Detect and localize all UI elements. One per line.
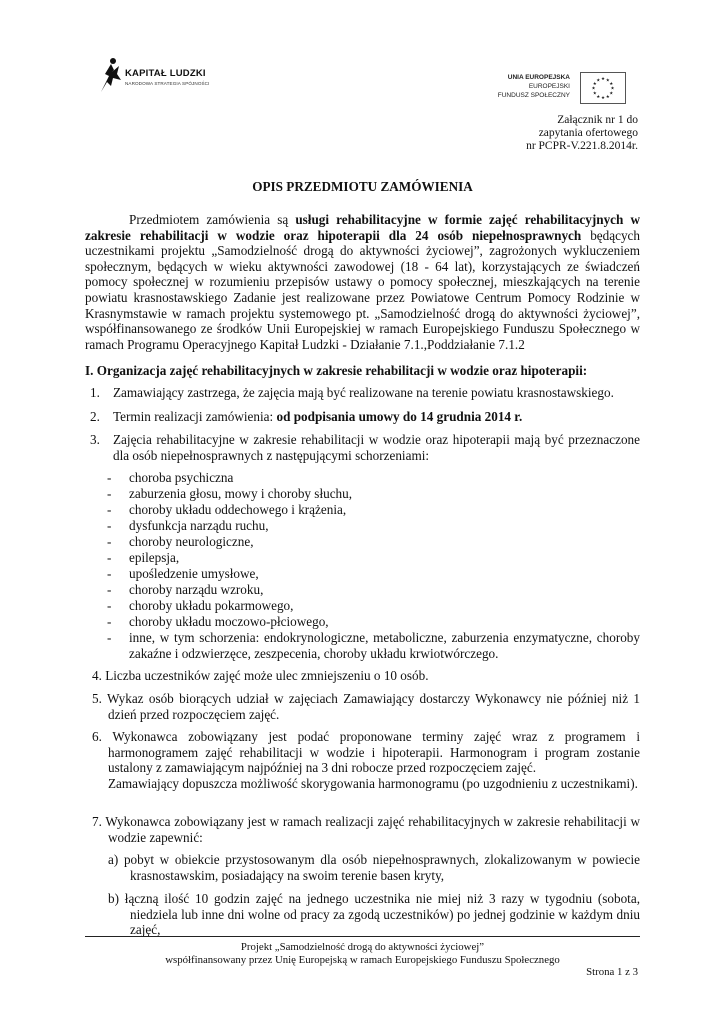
- list-item-4: 4. Liczba uczestników zajęć może ulec zmniejszeniu o 10 osób.: [92, 668, 429, 683]
- eu-flag-star-icon: ★: [605, 77, 610, 83]
- disease-text: choroby neurologiczne,: [129, 534, 254, 549]
- list-item-7b: b) łączną ilość 10 godzin zajęć na jednego uczestnika nie miej niż 3 razy w tygodniu (sobota, niedziela lub inne dni wolne od pracy za zgodą uczestników) po jednej godzinie w każdym dniu zajęć,: [108, 891, 640, 938]
- eu-flag-star-icon: ★: [592, 80, 597, 86]
- intro-paragraph: [85, 212, 640, 352]
- footer: [0, 941, 725, 967]
- disease-text: inne, w tym schorzenia: endokrynologiczne, metaboliczne, zaburzenia enzymatyczne, choroby zakaźne i odzwierzęce, zeszpecenia, choroby układu krwiotwórczego.: [129, 630, 640, 661]
- eu-flag-star-icon: ★: [609, 90, 614, 96]
- disease-text: epilepsja,: [129, 550, 180, 565]
- document-title: OPIS PRZEDMIOTU ZAMÓWIENIA: [252, 179, 473, 194]
- dash-bullet: -: [107, 550, 112, 565]
- list-item-7: 7. Wykonawca zobowiązany jest w ramach realizacji zajęć rehabilitacyjnych w zakresie rehabilitacji w wodzie zapewnić:: [92, 814, 640, 845]
- disease-text: choroby układu pokarmowego,: [129, 598, 294, 613]
- item-text: [113, 409, 640, 425]
- disease-item: [107, 566, 640, 582]
- eu-flag-star-icon: ★: [605, 93, 610, 99]
- disease-item: [107, 598, 640, 614]
- disease-text: choroby układu oddechowego i krążenia,: [129, 502, 347, 517]
- disease-item: [107, 550, 640, 566]
- item-text-bold: od podpisania umowy do 14 grudnia 2014 r.: [276, 409, 523, 424]
- disease-item: [107, 502, 640, 518]
- list-item: [85, 432, 640, 463]
- attachment-line3: nr PCPR-V.221.8.2014r.: [526, 140, 638, 153]
- eu-flag-star-icon: ★: [609, 80, 614, 86]
- list-item-7a: a) pobyt w obiekcie przystosowanym dla osób niepełnosprawnych, zlokalizowanym w powiecie krasnostawskim, posiadający na swoim terenie basen kryty,: [108, 852, 640, 883]
- eu-flag-star-icon: ★: [591, 85, 596, 91]
- dash-bullet: -: [107, 518, 112, 533]
- dash-bullet: -: [107, 630, 112, 645]
- eu-flag-star-icon: ★: [596, 93, 601, 99]
- disease-text: zaburzenia głosu, mowy i choroby słuchu,: [129, 486, 353, 501]
- eu-logo-line2: EUROPEJSKI: [528, 83, 570, 90]
- kapital-ludzki-subtitle: NARODOWA STRATEGIA SPÓJNOŚCI: [125, 81, 210, 86]
- kapital-ludzki-figure-icon: [99, 58, 123, 92]
- eu-flag-star-icon: ★: [610, 85, 615, 91]
- dash-bullet: -: [107, 598, 112, 613]
- disease-item: [107, 486, 640, 502]
- kapital-ludzki-title: KAPITAŁ LUDZKI: [125, 68, 206, 79]
- item-number: 3.: [90, 432, 100, 447]
- item-number: 2.: [90, 409, 100, 424]
- disease-item: [107, 470, 640, 486]
- intro-text-1: Przedmiotem zamówienia są: [129, 212, 296, 227]
- eu-logo-line1: UNIA EUROPEJSKA: [507, 74, 570, 81]
- attachment-line2: zapytania ofertowego: [538, 127, 638, 140]
- eu-flag-star-icon: ★: [600, 95, 606, 101]
- eu-logo-line3: FUNDUSZ SPOŁECZNY: [497, 92, 570, 99]
- disease-item: [107, 582, 640, 598]
- section-heading: I. Organizacja zajęć rehabilitacyjnych w zakresie rehabilitacji w wodzie oraz hipoterapii:: [85, 363, 588, 378]
- eu-logo-text: [498, 73, 570, 100]
- eu-flag-star-icon: ★: [600, 76, 606, 82]
- list-item-5: 5. Wykaz osób biorących udział w zajęciach Zamawiający dostarczy Wykonawcy nie później niż 1 dzień przed rozpoczęciem zajęć.: [92, 691, 640, 722]
- list-item-6: 6. Wykonawca zobowiązany jest podać proponowane terminy zajęć wraz z programem i harmonogramem zajęć rehabilitacji w wodzie i hipoterapii. Harmonogram i program zostanie ustalony z zamawiającym najpóźniej na 3 dni robocze przed rozpoczęciem zajęć.: [92, 729, 640, 776]
- dash-bullet: -: [107, 470, 112, 485]
- disease-text: dysfunkcja narządu ruchu,: [129, 518, 269, 533]
- item-text: Zajęcia rehabilitacyjne w zakresie rehabilitacji w wodzie oraz hipoterapii mają być przeznaczone dla osób niepełnosprawnych z następującymi schorzeniami:: [113, 432, 640, 463]
- eu-flag-icon: [580, 72, 626, 104]
- dash-bullet: -: [107, 582, 112, 597]
- list-item: [85, 385, 640, 401]
- footer-line1: Projekt „Samodzielność drogą do aktywności życiowej”: [240, 941, 485, 953]
- item-text-plain: Termin realizacji zamówienia:: [113, 409, 277, 424]
- list-item: [85, 409, 640, 425]
- list-item-6-note: Zamawiający dopuszcza możliwość skorygowania harmonogramu (po uzgodnieniu z uczestnikami).: [108, 776, 638, 791]
- item-text: Zamawiający zastrzega, że zajęcia mają być realizowane na terenie powiatu krasnostawskiego.: [113, 385, 614, 400]
- dash-bullet: -: [107, 566, 112, 581]
- kapital-ludzki-logo: [99, 58, 209, 98]
- disease-item: [107, 518, 640, 534]
- disease-text: choroby narządu wzroku,: [129, 582, 264, 597]
- dash-bullet: -: [107, 486, 112, 501]
- dash-bullet: -: [107, 614, 112, 629]
- item-number: 1.: [90, 385, 100, 400]
- disease-item: [107, 630, 640, 661]
- disease-text: choroby układu moczowo-płciowego,: [129, 614, 329, 629]
- intro-bold: usługi rehabilitacyjne w formie zajęć rehabilitacyjnych w zakresie rehabilitacji w wodzie oraz hipoterapii dla 24 osób niepełnosprawnych: [85, 212, 640, 243]
- attachment-line1: Załącznik nr 1 do: [557, 114, 638, 126]
- footer-divider: [85, 936, 640, 937]
- disease-item: [107, 534, 640, 550]
- page-number: Strona 1 z 3: [586, 966, 638, 978]
- eu-flag-star-icon: ★: [592, 90, 597, 96]
- dash-bullet: -: [107, 502, 112, 517]
- eu-logo: [486, 70, 626, 106]
- disease-text: upośledzenie umysłowe,: [129, 566, 259, 581]
- eu-flag-star-icon: ★: [596, 77, 601, 83]
- intro-text-2: będących uczestnikami projektu „Samodzielność drogą do aktywności życiowej”, zagrożonych wykluczeniem społecznym, będących w wieku aktywności zawodowej (18 - 64 lat), korzystających ze świadczeń pomocy społecznej w rozumieniu przepisów ustawy o pomocy społecznej, mieszkających na terenie powiatu krasnostawskiego Zadanie jest realizowane przez Powiatowe Centrum Pomocy Rodzinie w Krasnymstawie w ramach projektu systemowego pt. „Samodzielność drogą do aktywności życiowej”, współfinansowanego ze środków Unii Europejskiej w ramach Europejskiego Funduszu Społecznego w ramach Programu Operacyjnego Kapitał Ludzki - Działanie 7.1.,Poddziałanie 7.1.2: [85, 227, 640, 352]
- dash-bullet: -: [107, 534, 112, 549]
- attachment-note: [526, 114, 638, 154]
- disease-item: [107, 614, 640, 630]
- disease-text: choroba psychiczna: [129, 470, 234, 485]
- footer-line2: współfinansowany przez Unię Europejską w ramach Europejskiego Funduszu Społecznego: [165, 954, 560, 966]
